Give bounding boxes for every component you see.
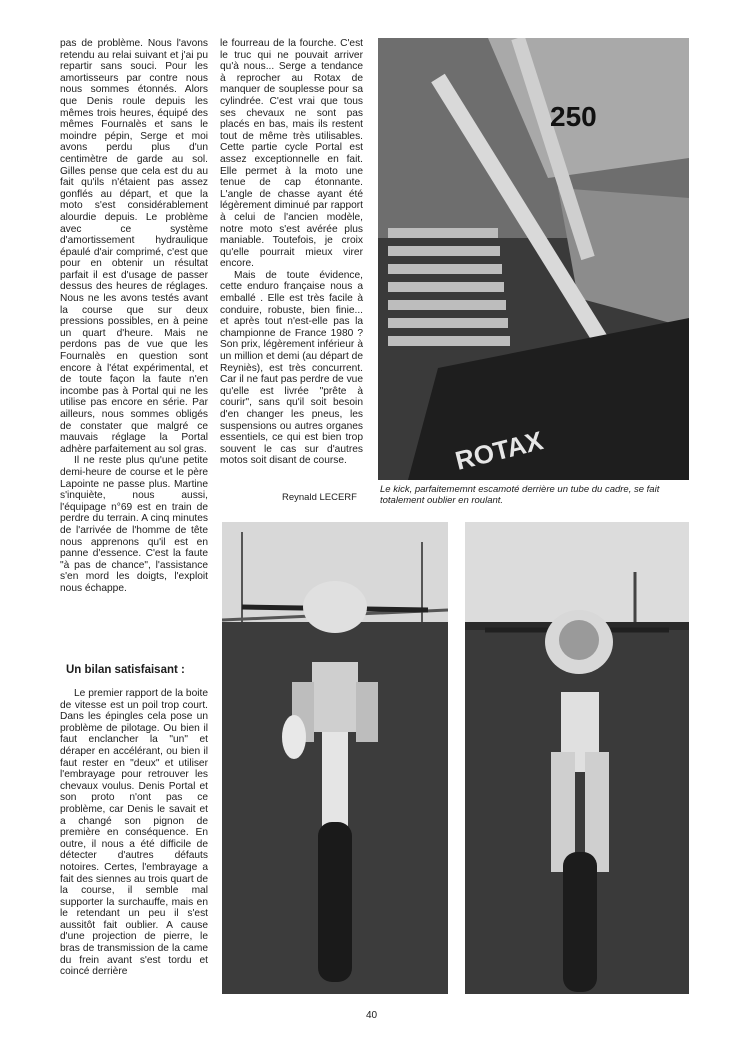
engine-kick-photo bbox=[378, 38, 689, 480]
section-heading: Un bilan satisfaisant : bbox=[66, 664, 185, 676]
paragraph: pas de problème. Nous l'avons retendu au relai suivant et j'ai pu repartir sans souci. Pour les amortisseurs par contre nous nous sommes étonnés. Alors que Denis roule depuis les mêmes trois heures, équipé des mêmes Fournalès et sans le moindre pépin, Serge et moi avons perdu plus d'un centimètre de garde au sol. Gilles pense que cela est du au fait qu'ils n'étaient pas assez gonflés au départ, et que la moto s'est considérablement alourdie depuis. Le problème avec ce système d'amortissement hydraulique épaulé d'air comprimé, c'est que pour en obtenir un résultat parfait il est d'usage de passer dessus des heures de réglages. Nous ne les avons testés avant la course que sur deux pressions possibles, en à peine un quart d'heure. Mais ne perdons pas de vue que les Fournalès en question sont encore à l'état expérimental, et de toute façon la faute n'en incombe pas à Portal qui ne les utilise pas encore en série. Par ailleurs, nous sommes obligés de constater que malgré ce mauvais réglage la Portal adhère parfaitement au sol gras. bbox=[60, 38, 208, 455]
article-column-2 bbox=[220, 38, 363, 467]
article-column-1 bbox=[60, 38, 208, 595]
paragraph: Mais de toute évidence, cette enduro française nous a emballé . Elle est très facile à conduire, robuste, bien finie... et après tout n'est-elle pas la championne de France 1980 ? Son prix, légèrement inférieur à un million et demi (au départ de Reyniès), est très concurrent. Car il ne faut pas perdre de vue qu'elle est livrée "prête à courir", sans qu'il soit besoin d'en changer les pneus, les suspensions ou autres organes essentiels, ce qui est bien trop souvent le cas sur d'autres motos soit disant de course. bbox=[220, 269, 363, 467]
page-number: 40 bbox=[366, 1010, 378, 1021]
paragraph: Il ne reste plus qu'une petite demi-heure de course et le père Lapointe ne passe plus. Martine s'inquiète, nous aussi, l'équipage n°69 est en train de perdre du terrain. A cinq minutes de l'arrivée de l'homme de tête nous apprenons qu'il est en panne d'essence. C'est la faute "à pas de chance", l'assistance s'en mord les doigts, l'exploit nous échappe. bbox=[60, 455, 208, 594]
motorcycle-front-photo bbox=[222, 522, 448, 994]
author-signature: Reynald LECERF bbox=[282, 492, 357, 503]
article-column-1-continued bbox=[60, 688, 208, 978]
rotax-logo-text: ROTAX bbox=[452, 425, 546, 476]
paragraph: le fourreau de la fourche. C'est le truc qui ne pouvait arriver qu'à nous... Serge a tendance à reprocher au Rotax de manquer de souplesse pour sa cylindrée. C'est vrai que tous ses chevaux ne sont pas placés en bas, mais ils restent tout de même très utilisables. Cette partie cycle Portal est assez exceptionnelle en fait. Elle permet à la moto une tenue de cap étonnante. L'angle de chasse ayant été légèrement diminué par rapport à celui de l'ancien modèle, notre moto s'est avérée plus maniable. Toutefois, je croix qu'elle pourrait mieux virer encore. bbox=[220, 38, 363, 270]
photo-caption: Le kick, parfaitememnt escamoté derrière un tube du cadre, se fait totalement oublier en roulant. bbox=[380, 484, 660, 506]
paragraph: Le premier rapport de la boite de vitesse est un poil trop court. Dans les épingles cela pose un problème de pilotage. Ou bien il faut enclancher la "un" et déraper en accélérant, ou bien il faut rester en "deux" et utiliser l'embrayage pour retrouver les chevaux voulus. Denis Portal et son proto n'ont pas ce problème, car Denis le savait et a changé son pignon de première en conséquence. En outre, il nous a été difficile de détecter d'autres défauts notoires. Certes, l'embrayage a fait des siennes au trois quart de la course, il semble mal supporter la surchauffe, mais en le retendant un peu il s'est aussitôt fait oublier. A cause d'une projection de pierre, le bras de transmission de la came du frein avant s'est tordu et coincé derrière bbox=[60, 688, 208, 978]
number-plate-text: 250 bbox=[550, 101, 597, 132]
motorcycle-headlight-photo bbox=[465, 522, 689, 994]
